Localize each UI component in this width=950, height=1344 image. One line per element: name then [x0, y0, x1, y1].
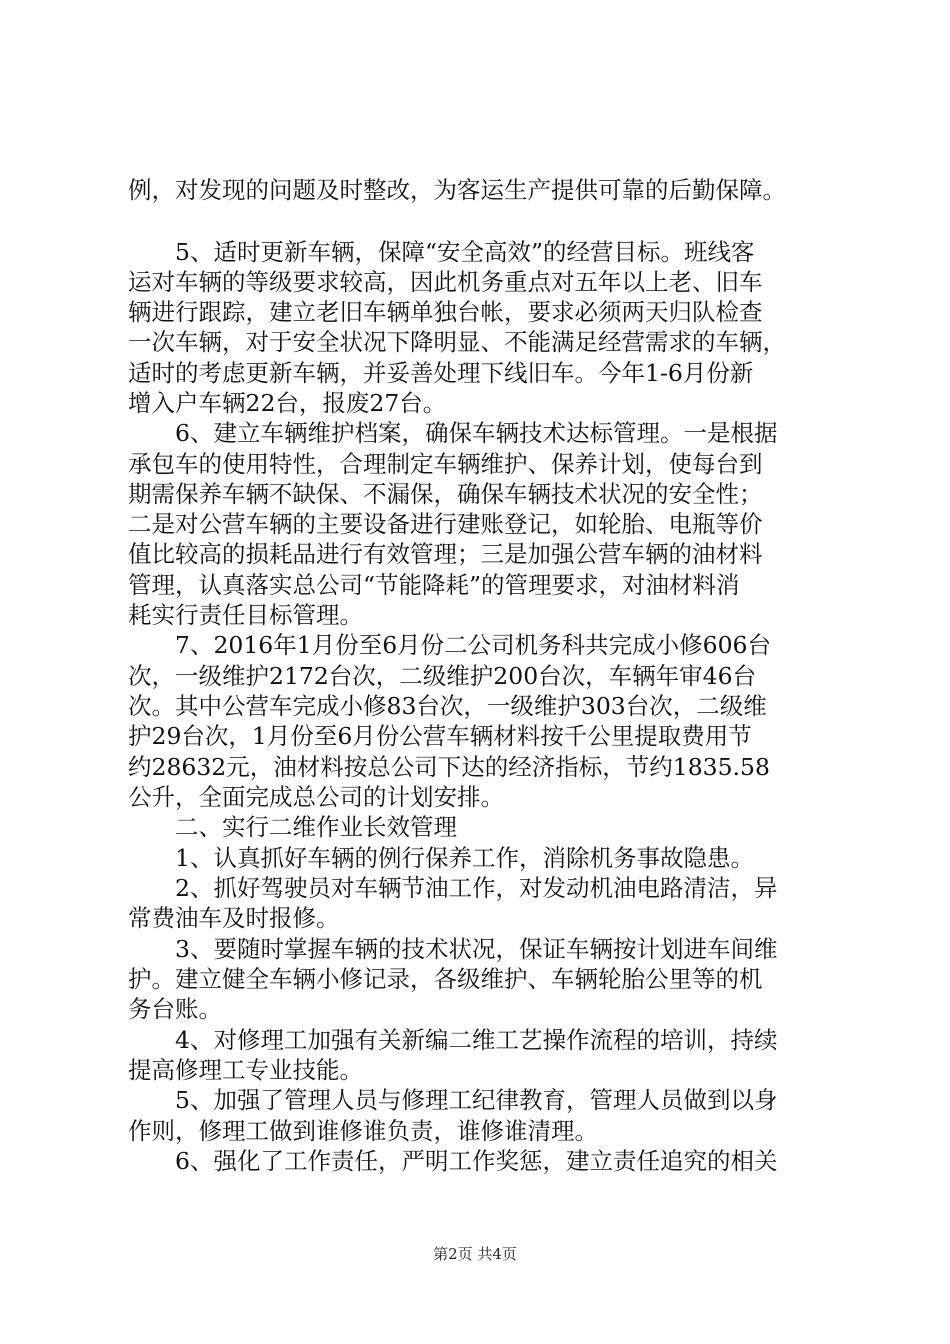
text-line: 提高修理工专业技能。: [128, 1056, 363, 1084]
text-line: 运对车辆的等级要求较高，因此机务重点对五年以上老、旧车: [128, 268, 763, 296]
text-line: 护29台次，1月份至6月份公营车辆材料按千公里提取费用节: [128, 722, 752, 750]
text-line: 5、加强了管理人员与修理工纪律教育，管理人员做到以身: [175, 1086, 778, 1114]
text-line: 5、适时更新车辆，保障“安全高效”的经营目标。班线客: [175, 238, 755, 266]
text-line: 1、认真抓好车辆的例行保养工作，消除机务事故隐患。: [175, 844, 754, 872]
text-line: 例，对发现的问题及时整改，为客运生产提供可靠的后勤保障。: [128, 176, 786, 204]
text-line: 辆进行跟踪，建立老旧车辆单独台帐，要求必须两天归队检查: [128, 298, 763, 326]
text-line: 期需保养车辆不缺保、不漏保，确保车辆技术状况的安全性；: [128, 480, 763, 508]
text-line: 适时的考虑更新车辆，并妥善处理下线旧车。今年1-6月份新: [128, 359, 754, 387]
text-line: 值比较高的损耗品进行有效管理；三是加强公营车辆的油材料: [128, 540, 763, 568]
text-line: 常费油车及时报修。: [128, 904, 340, 932]
text-line: 耗实行责任目标管理。: [128, 601, 363, 629]
text-line: 二是对公营车辆的主要设备进行建账登记，如轮胎、电瓶等价: [128, 510, 763, 538]
text-line: 2、抓好驾驶员对车辆节油工作，对发动机油电路清洁，异: [175, 874, 778, 902]
text-line: 公升，全面完成总公司的计划安排。: [128, 783, 504, 811]
text-line: 护。建立健全车辆小修记录，各级维护、车辆轮胎公里等的机: [128, 965, 763, 993]
page-number-footer: 第2页 共4页: [433, 1245, 517, 1263]
text-line: 次。其中公营车完成小修83台次，一级维护303台次，二级维: [128, 692, 767, 720]
text-line: 承包车的使用特性，合理制定车辆维护、保养计划，使每台到: [128, 450, 763, 478]
text-line: 6、强化了工作责任，严明工作奖惩，建立责任追究的相关: [175, 1147, 778, 1175]
text-line: 增入户车辆22台，报废27台。: [128, 389, 447, 417]
text-line: 7、2016年1月份至6月份二公司机务科共完成小修606台: [175, 631, 772, 659]
text-line: 4、对修理工加强有关新编二维工艺操作流程的培训，持续: [175, 1026, 778, 1054]
text-line: 务台账。: [128, 995, 222, 1023]
text-line: 作则，修理工做到谁修谁负责，谁修谁清理。: [128, 1117, 598, 1145]
text-line: 6、建立车辆维护档案，确保车辆技术达标管理。一是根据: [175, 419, 778, 447]
text-line: 管理，认真落实总公司“节能降耗”的管理要求，对油材料消: [128, 571, 740, 599]
text-line: 次，一级维护2172台次，二级维护200台次，车辆年审46台: [128, 662, 757, 690]
section-heading: 二、实行二维作业长效管理: [175, 813, 457, 841]
text-line: 3、要随时掌握车辆的技术状况，保证车辆按计划进车间维: [175, 935, 778, 963]
text-line: 约28632元，油材料按总公司下达的经济指标，节约1835.58: [128, 753, 770, 781]
text-line: 一次车辆，对于安全状况下降明显、不能满足经营需求的车辆，: [128, 328, 786, 356]
